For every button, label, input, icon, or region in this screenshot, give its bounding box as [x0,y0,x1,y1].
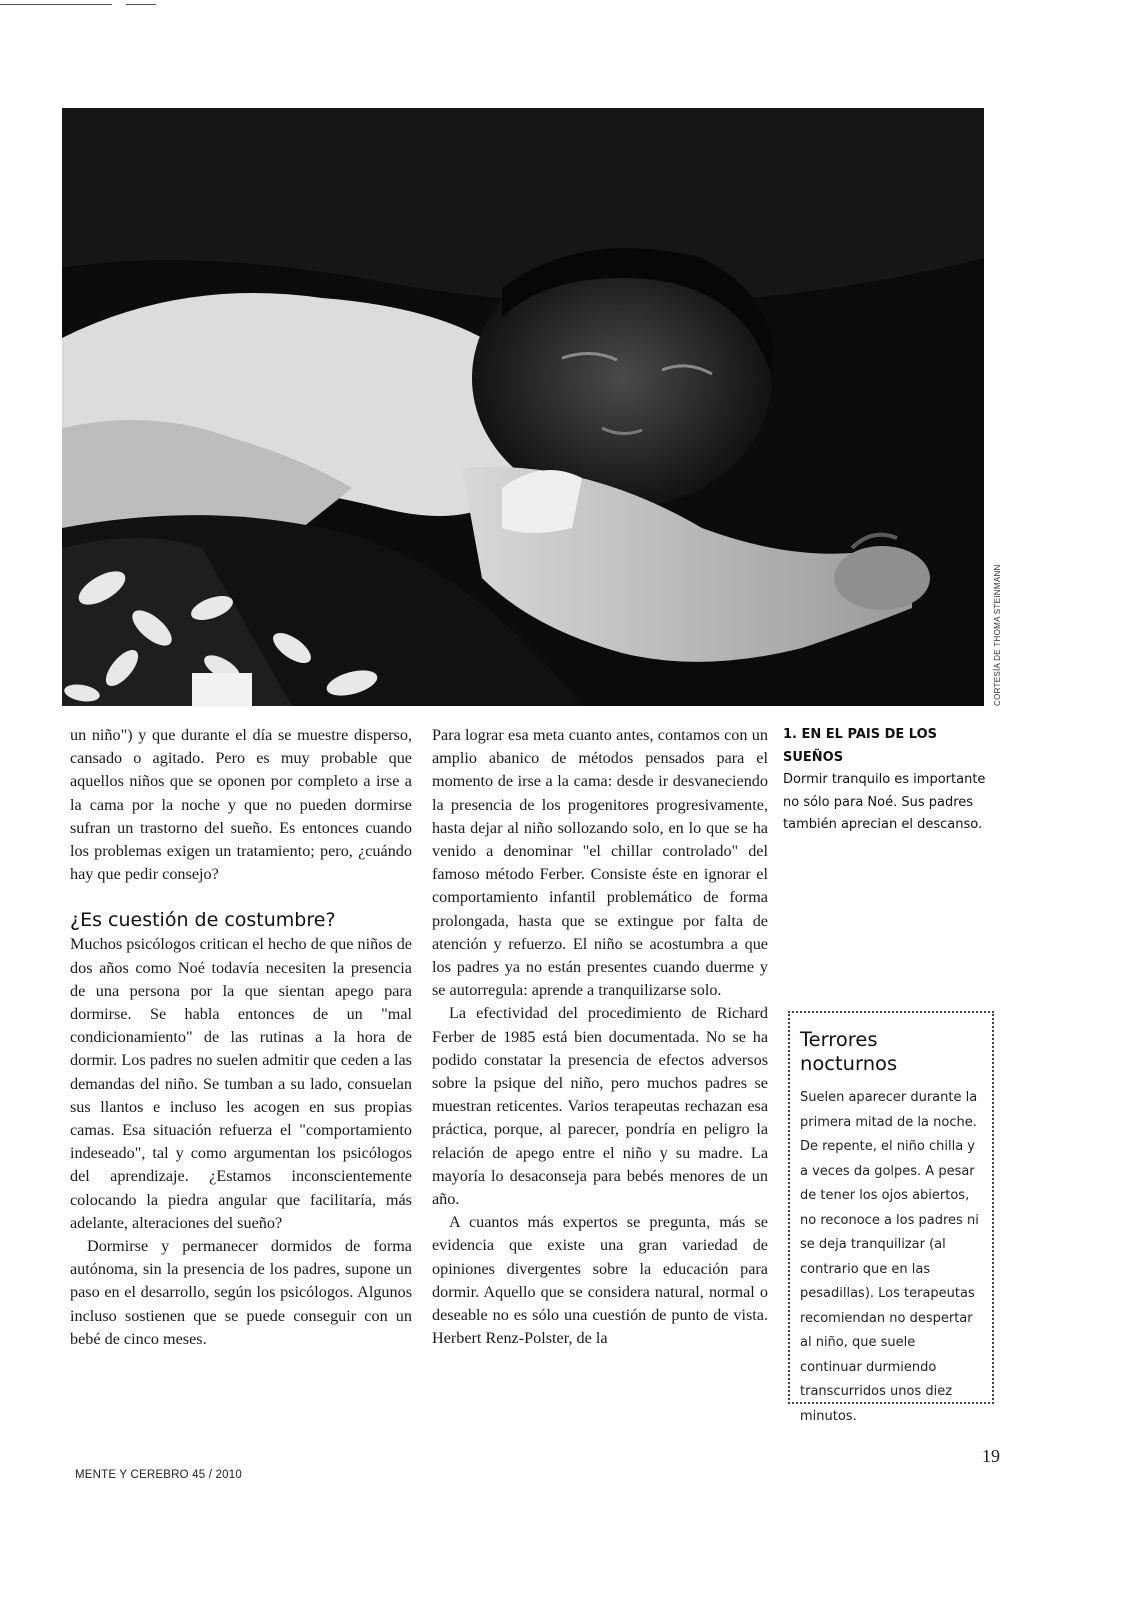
column2-paragraph-1: Para lograr esa meta cuanto antes, contamos con un amplio abanico de métodos pensados para el momento de irse a la cama: desde ir desvaneciendo la presencia de los progenitores progresivamente, hasta dejar al niño sollozando solo, en lo que se ha venido a denominar "el chillar controlado" del famoso método Ferber. Consiste éste en ignorar el comportamiento infantil problemático de forma prolongada, hasta que se extingue por falta de atención y refuerzo. El niño se acostumbra a que los padres ya no están presentes cuando duerme y se autorregula: aprende a tranquilizarse solo. [432,726,768,1000]
column1-paragraph-3: Dormirse y permanecer dormidos de forma autónoma, sin la presencia de los padres, supone un paso en el desarrollo, según los psicólogos. Algunos incluso sostienen que se puede conseguir con un bebé de cinco meses. [70,1237,412,1348]
column1-paragraph-1: un niño") y que durante el día se muestre disperso, cansado o agitado. Pero es muy probable que aquellos niños que se oponen por completo a irse a la cama por la noche y que no pueden dormirse sufran un trastorno del sueño. Es entonces cuando los problemas exigen un tratamiento; pero, ¿cuándo hay que pedir consejo? [70,726,412,884]
column1-paragraph-2: Muchos psicólogos critican el hecho de que niños de dos años como Noé todavía necesiten la presencia de una persona por la que sientan apego para dormirse. Se habla entonces de un "mal condicionamiento" de las rutinas a la hora de dormir. Los padres no suelen admitir que ceden a las demandas del niño. Se tumban a su lado, consuelan sus llantos e incluso les acogen en sus propias camas. Esa situación refuerza el "comportamiento indeseado", tal y como argumentan los psicólogos del aprendizaje. ¿Estamos inconscientemente colocando la piedra angular que facilitaría, más adelante, alteraciones del sueño? [70,935,412,1232]
section-heading: ¿Es cuestión de costumbre? [70,909,336,932]
sidebar-title: Terrores nocturnos [800,1028,898,1075]
page-number: 19 [982,1446,1000,1466]
caption-title: 1. EN EL PAIS DE LOS SUEÑOS [783,727,938,765]
sleeping-child-photo [62,108,984,706]
photo-credit: CORTESÍA DE THOMA STEINMANN [993,564,1002,706]
article-column-2 [432,724,768,1350]
scan-edge-mark [126,4,156,5]
scan-edge-mark [0,4,112,5]
photo-illustration [62,108,984,706]
publication-footer: MENTE Y CEREBRO 45 / 2010 [75,1469,242,1481]
caption-text: Dormir tranquilo es importante no sólo para Noé. Sus padres también aprecian el descanso. [783,772,986,832]
article-column-1 [70,724,412,1351]
sidebar-box [788,1011,994,1424]
photo-caption [783,724,993,837]
sidebar-text: Suelen aparecer durante la primera mitad de la noche. De repente, el niño chilla y a veces da golpes. A pesar de tener los ojos abiertos, no reconoce a los padres ni se deja tranquilizar (al contrario que en las pesadillas). Los terapeutas recomiendan no despertar al niño, que suele continuar durmiendo transcurridos unos diez minutos. [800,1090,979,1424]
column2-paragraph-2: La efectividad del procedimiento de Richard Ferber de 1985 está bien documentada. No se ha podido constatar la presencia de efectos adversos sobre la psique del niño, pero muchos padres se muestran reticentes. Varios terapeutas rechazan esa práctica, porque, al parecer, pondría en peligro la relación de apego entre el niño y su madre. La mayoría lo desaconseja para bebés menores de un año. [432,1004,768,1209]
column2-paragraph-3: A cuantos más expertos se pregunta, más se evidencia que existe una gran variedad de opiniones divergentes sobre la educación para dormir. Aquello que se considera natural, normal o deseable no es sólo una cuestión de punto de vista. Herbert Renz-Polster, de la [432,1213,768,1348]
